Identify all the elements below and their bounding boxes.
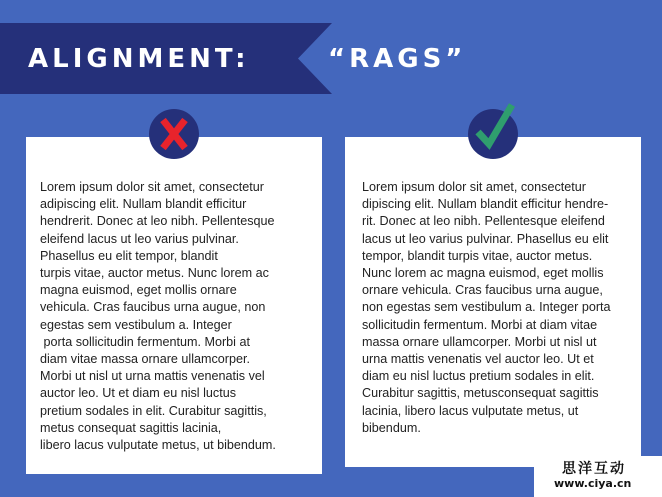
title-rags: “RAGS” — [328, 44, 467, 74]
good-example-text: Lorem ipsum dolor sit amet, consectetur dipiscing elit. Nullam blandit efficitur hendre- rit. Donec at leo nibh. Pellentesque eleifend lacus ut leo varius pulvinar. Phasellus eu elit tempor, blandit turpis vitae, auctor metus. Nunc lorem ac magna euismod, eget mollis ornare vehicula. Cras faucibus urna augue, non egestas sem vestibulum a. Integer porta sollicitudin fermentum. Morbi at diam vitae massa ornare ullamcorper. Morbi ut nisl ut urna mattis venenatis vel auctor leo. Ut et diam eu nisl luctus pretium sodales in elit. Curabitur sagittis, metusconsequat sagittis lacinia, libero lacus vulputate metus, ut bibendum. — [362, 180, 611, 435]
bad-example-text: Lorem ipsum dolor sit amet, consectetur adipiscing elit. Nullam blandit efficitur hendrerit. Donec at leo nibh. Pellentesque eleifend lacus ut leo varius pulvinar. Phasellus eu elit tempor, blandit turpis vitae, auctor metus. Nunc lorem ac magna euismod, eget mollis ornare vehicula. Cras faucibus urna augue, non egestas sem vestibulum a. Integer porta sollicitudin fermentum. Morbi at diam vitae massa ornare ullamcorper. Morbi ut nisl ut urna mattis venenatis vel auctor leo. Ut et diam eu nisl luctus pretium sodales in elit. Curabitur sagittis, metus consequat sagittis lacinia, libero lacus vulputate metus, ut bibendum. — [40, 180, 276, 453]
good-example-badge — [468, 109, 518, 159]
good-example-card — [345, 137, 641, 467]
watermark-url: www.ciya.cn — [554, 477, 632, 490]
bad-example-card — [26, 137, 322, 474]
watermark — [534, 456, 662, 497]
title-alignment: ALIGNMENT: — [28, 44, 250, 74]
bad-example-badge — [149, 109, 199, 159]
check-mark-icon — [468, 109, 518, 159]
watermark-name: 思洋互动 — [562, 461, 626, 477]
x-mark-icon — [149, 109, 199, 159]
